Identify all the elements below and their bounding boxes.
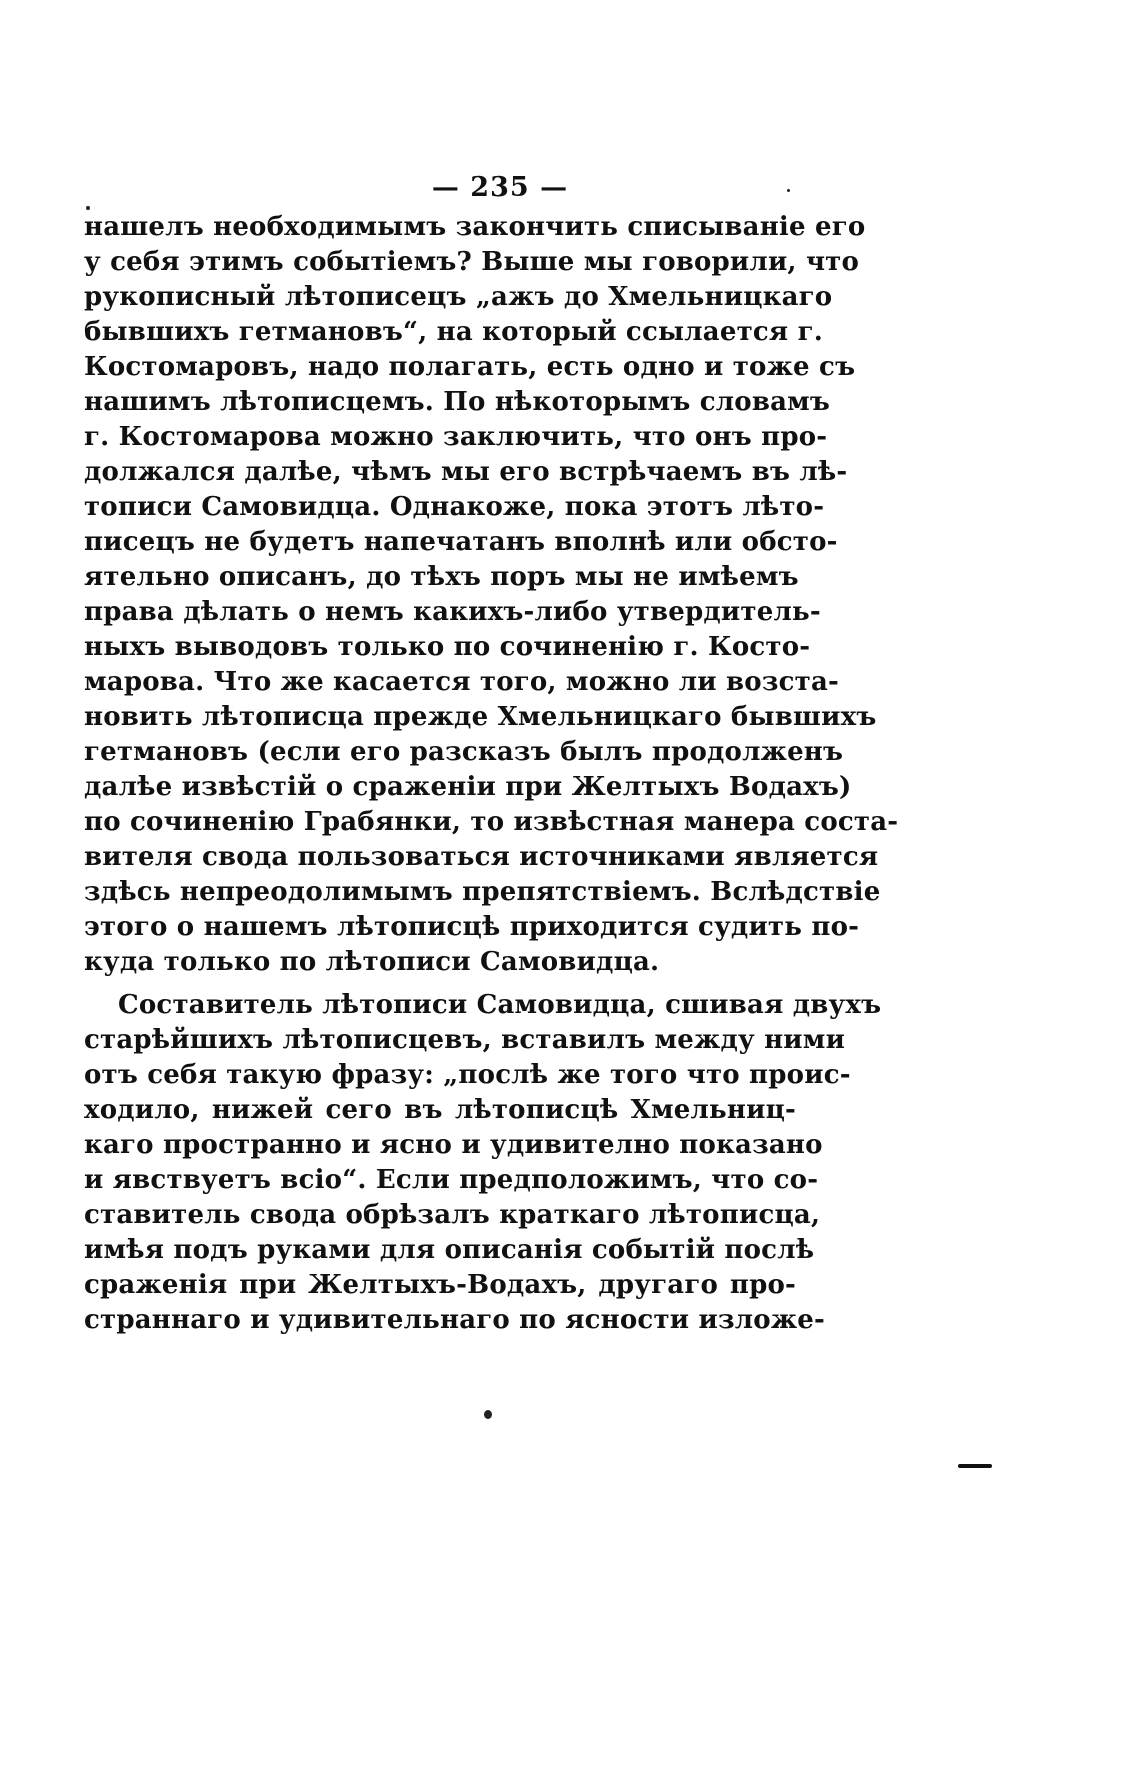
text-line: писецъ не будетъ напечатанъ вполнѣ или обсто- bbox=[84, 527, 838, 557]
body-text bbox=[84, 210, 899, 1338]
text-line: гетмановъ (если его разсказъ былъ продолженъ bbox=[84, 737, 844, 767]
text-line: отъ себя такую фразу: „послѣ же того что проис- bbox=[84, 1060, 851, 1090]
text-line: ходило, нижей сего въ лѣтописцѣ Хмельниц- bbox=[84, 1095, 796, 1125]
text-line: тописи Самовидца. Однакоже, пока этотъ лѣто- bbox=[84, 492, 825, 522]
text-line: каго пространно и ясно и удивително показано bbox=[84, 1130, 823, 1160]
scan-speck bbox=[86, 206, 90, 210]
text-line: вителя свода пользоваться источниками является bbox=[84, 842, 879, 872]
text-line: нашимъ лѣтописцемъ. По нѣкоторымъ словамъ bbox=[84, 387, 831, 417]
text-line: права дѣлать о немъ какихъ-либо утвердитель- bbox=[84, 597, 821, 627]
text-line: и явствуетъ всіо“. Если предположимъ, что со- bbox=[84, 1165, 819, 1195]
text-line: сраженія при Желтыхъ-Водахъ, другаго про- bbox=[84, 1270, 796, 1300]
scan-speck bbox=[484, 1410, 492, 1419]
text-line: марова. Что же касается того, можно ли возста- bbox=[84, 667, 839, 697]
text-line: этого о нашемъ лѣтописцѣ приходится судить по- bbox=[84, 912, 860, 942]
paragraph-2 bbox=[84, 988, 882, 1338]
text-line: страннаго и удивительнаго по ясности изложе- bbox=[84, 1305, 826, 1335]
text-line: должался далѣе, чѣмъ мы его встрѣчаемъ въ лѣ- bbox=[84, 457, 848, 487]
text-line: куда только по лѣтописи Самовидца. bbox=[84, 947, 660, 977]
text-line: новить лѣтописца прежде Хмельницкаго бывшихъ bbox=[84, 702, 877, 732]
text-line: Составитель лѣтописи Самовидца, сшивая двухъ bbox=[118, 990, 882, 1020]
margin-mark bbox=[958, 1464, 992, 1468]
text-line: имѣя подъ руками для описанія событій послѣ bbox=[84, 1235, 815, 1265]
text-line: г. Костомарова можно заключить, что онъ про- bbox=[84, 422, 828, 452]
text-line: ставитель свода обрѣзалъ краткаго лѣтописца, bbox=[84, 1200, 821, 1230]
text-line: ныхъ выводовъ только по сочиненію г. Косто- bbox=[84, 632, 811, 662]
text-line: бывшихъ гетмановъ“, на который ссылается г. bbox=[84, 317, 823, 347]
text-line: ятельно описанъ, до тѣхъ поръ мы не имѣемъ bbox=[84, 562, 799, 592]
text-line: Костомаровъ, надо полагать, есть одно и тоже съ bbox=[84, 352, 856, 382]
text-line: далѣе извѣстій о сраженіи при Желтыхъ Водахъ) bbox=[84, 772, 852, 802]
text-line: нашелъ необходимымъ закончить списываніе его bbox=[84, 212, 866, 242]
text-line: рукописный лѣтописецъ „ажъ до Хмельницкаго bbox=[84, 282, 833, 312]
page-number: — 235 — bbox=[431, 172, 569, 203]
paragraph-1 bbox=[84, 210, 899, 980]
text-line: у себя этимъ событіемъ? Выше мы говорили, что bbox=[84, 247, 860, 277]
scan-speck bbox=[787, 189, 790, 192]
text-line: по сочиненію Грабянки, то извѣстная манера соста- bbox=[84, 807, 899, 837]
text-line: старѣйшихъ лѣтописцевъ, вставилъ между ними bbox=[84, 1025, 846, 1055]
text-line: здѣсь непреодолимымъ препятствіемъ. Вслѣдствіе bbox=[84, 877, 881, 907]
